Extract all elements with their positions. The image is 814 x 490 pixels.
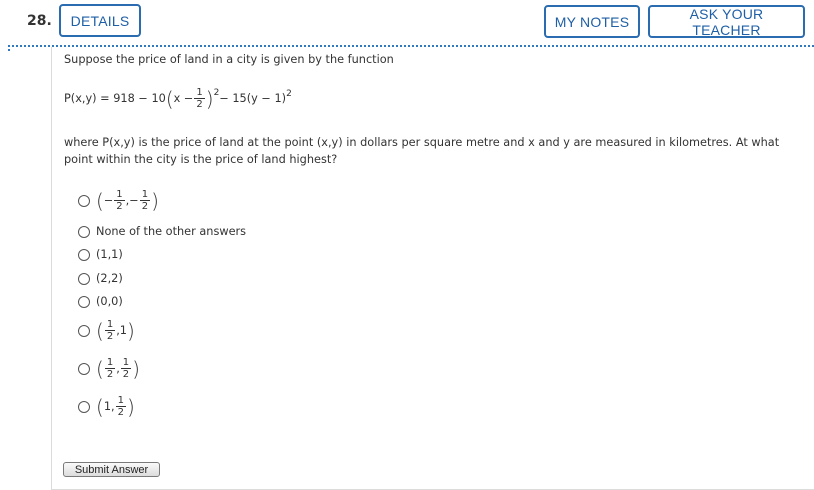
radio-button[interactable] [78, 249, 90, 261]
answer-option[interactable] [78, 225, 246, 238]
answer-option[interactable] [78, 248, 123, 261]
numerator: 1 [117, 395, 124, 406]
formula-lhs: P(x,y) = 918 − 10 [64, 92, 166, 105]
comma: , [116, 324, 120, 337]
radio-button[interactable] [78, 363, 90, 375]
answer-option[interactable] [78, 295, 123, 308]
close-paren: ) [132, 356, 140, 381]
comma: , [116, 362, 120, 375]
question-body-line-2: point within the city is the price of land highest? [64, 153, 338, 166]
fraction [114, 189, 124, 212]
comma: , [125, 194, 130, 207]
question-intro: Suppose the price of land in a city is given by the function [64, 53, 394, 66]
ask-your-teacher-button[interactable]: ASK YOUR TEACHER [648, 5, 805, 38]
formula-close-paren: ) [205, 86, 214, 111]
option-label: (2,2) [96, 272, 123, 285]
open-paren: ( [96, 318, 104, 343]
radio-button[interactable] [78, 226, 90, 238]
formula-exponent-2: 2 [286, 89, 292, 99]
radio-button[interactable] [78, 401, 90, 413]
comma: , [111, 400, 115, 413]
question-panel [51, 47, 814, 490]
answer-option[interactable] [78, 395, 135, 418]
formula-open-paren: ( [165, 86, 174, 111]
fraction [140, 189, 150, 212]
details-button[interactable]: DETAILS [59, 4, 141, 37]
answer-option[interactable] [78, 319, 135, 342]
close-paren: ) [151, 188, 159, 213]
option-label: None of the other answers [96, 225, 247, 238]
denominator: 2 [116, 201, 123, 212]
denominator: 2 [122, 369, 130, 380]
numerator: 1 [141, 189, 149, 200]
submit-answer-button[interactable]: Submit Answer [63, 462, 160, 477]
formula-inner: x − [173, 92, 194, 105]
radio-button[interactable] [78, 325, 90, 337]
denominator: 2 [106, 331, 114, 342]
price-formula [64, 87, 292, 110]
fraction [121, 357, 131, 380]
open-paren: ( [96, 394, 104, 419]
question-body-line-1: where P(x,y) is the price of land at the point (x,y) in dollars per square metre and x and y are measured in kilometres. At what [64, 136, 780, 149]
formula-tail: − 15(y − 1) [219, 92, 287, 105]
value: 1 [119, 324, 127, 337]
sign: − [129, 194, 139, 207]
question-body [64, 134, 779, 168]
denominator: 2 [117, 407, 124, 418]
formula-half-fraction [194, 87, 204, 110]
close-paren: ) [126, 318, 135, 343]
formula-exponent-1: 2 [213, 88, 220, 98]
numerator: 1 [116, 189, 123, 200]
open-paren: ( [96, 188, 104, 213]
numerator: 1 [106, 319, 114, 330]
question-number: 28. [27, 13, 52, 29]
formula-half-numerator: 1 [196, 87, 203, 98]
sign: − [103, 194, 114, 207]
radio-button[interactable] [78, 296, 90, 308]
answer-option[interactable] [78, 189, 159, 212]
answer-option[interactable] [78, 272, 123, 285]
value: 1 [103, 400, 111, 413]
radio-button[interactable] [78, 195, 90, 207]
formula-half-denominator: 2 [196, 99, 203, 110]
option-label: (0,0) [96, 295, 123, 308]
radio-button[interactable] [78, 273, 90, 285]
numerator: 1 [106, 357, 114, 368]
close-paren: ) [126, 394, 135, 419]
open-paren: ( [96, 356, 104, 381]
answer-option[interactable] [78, 357, 140, 380]
header-divider-edge [8, 45, 10, 51]
denominator: 2 [106, 369, 114, 380]
fraction [105, 357, 115, 380]
fraction [116, 395, 126, 418]
my-notes-button[interactable]: MY NOTES [544, 5, 640, 38]
numerator: 1 [122, 357, 130, 368]
option-label: (1,1) [96, 248, 123, 261]
denominator: 2 [141, 201, 149, 212]
fraction [105, 319, 115, 342]
